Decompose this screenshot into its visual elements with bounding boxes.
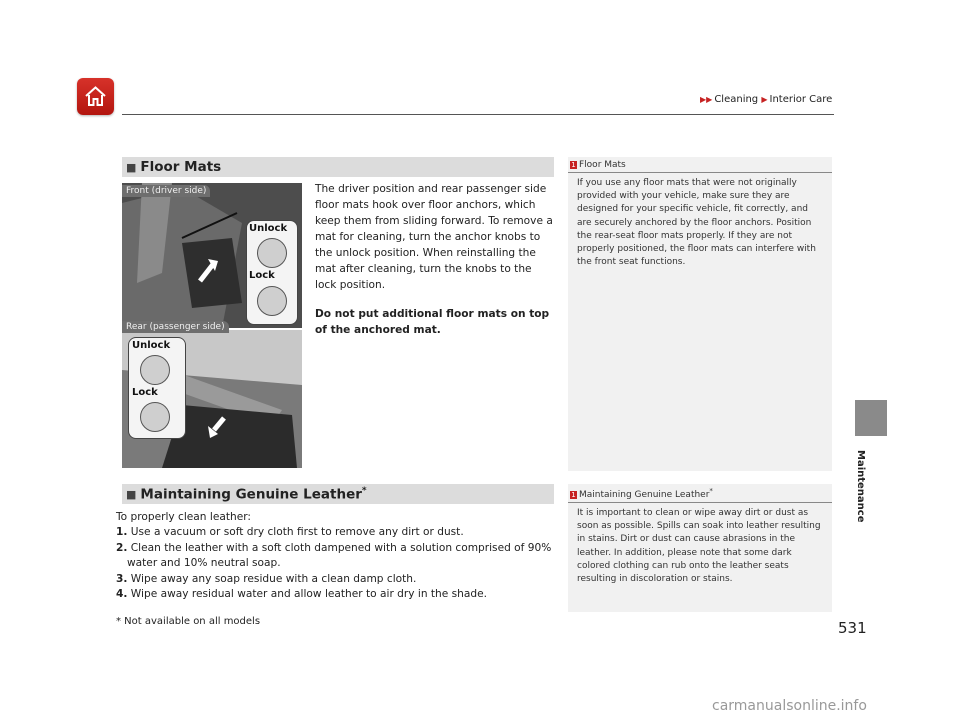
floor-mats-note-title-text: Floor Mats — [579, 160, 626, 170]
floor-mats-note-title — [568, 157, 832, 173]
front-lock-label: Lock — [249, 270, 275, 281]
chapter-tab[interactable] — [855, 400, 887, 436]
watermark: carmanualsonline.info — [712, 698, 867, 714]
header-divider — [122, 114, 834, 115]
home-icon — [83, 84, 108, 109]
list-item: 1. Use a vacuum or soft dry cloth first to remove any dirt or dust. — [116, 526, 464, 538]
floor-mats-note-text: If you use any floor mats that were not originally provided with your vehicle, make sure they are designed for your specific vehicle, fit correctly, and are securely anchored by the floor anchors. Position the rear-seat floor mats properly. If they are not properly positioned, the floor mats can interfere with the front seat functions. — [577, 178, 816, 268]
section-square-icon: ■ — [126, 487, 137, 501]
section-square-icon: ■ — [126, 160, 137, 174]
home-button[interactable] — [77, 78, 114, 115]
leather-steps — [116, 525, 554, 603]
floor-mats-warning: Do not put additional floor mats on top of the anchored mat. — [315, 308, 550, 336]
rear-photo-label: Rear (passenger side) — [122, 321, 229, 333]
chapter-tab-label: Maintenance — [855, 450, 866, 523]
front-photo-label: Front (driver side) — [122, 185, 210, 197]
breadcrumb-interior-care[interactable]: Interior Care — [769, 94, 833, 105]
floor-mats-paragraph: The driver position and rear passenger side floor mats hook over floor anchors, which keep them from sliding forward. To remove a mat for cleaning, turn the anchor knobs to the unlock position. When reinstalling the mat after cleaning, turn the knobs to the lock position. — [315, 183, 553, 291]
leather-heading-bar — [122, 484, 554, 504]
list-item: 2. Clean the leather with a soft cloth dampened with a solution comprised of 90% water and 10% neutral soap. — [116, 541, 552, 569]
footnote: * Not available on all models — [116, 616, 261, 627]
lock-knob-icon — [140, 402, 170, 432]
leather-heading: Maintaining Genuine Leather* — [140, 485, 367, 503]
reference-icon: 1 — [571, 491, 576, 499]
floor-mats-heading: Floor Mats — [140, 159, 222, 175]
leather-note — [568, 484, 832, 612]
leather-note-text: It is important to clean or wipe away dirt or dust as soon as possible. Spills can soak into leather resulting in stains. Dirt or dust can cause abrasions in the leather. In addition, please note that some dark colored clothing can rub onto the leather seats resulting in discoloration or stains. — [577, 508, 821, 585]
list-item: 3. Wipe away any soap residue with a clean damp cloth. — [116, 572, 417, 585]
page-number: 531 — [838, 619, 867, 637]
breadcrumb-arrow-icon: ▶▶ — [700, 95, 713, 104]
lock-knob-icon — [257, 286, 287, 316]
leather-intro: To properly clean leather: — [116, 511, 251, 523]
leather-note-title: 1 Maintaining Genuine Leather* — [568, 484, 832, 503]
unlock-knob-icon — [257, 238, 287, 268]
breadcrumb-cleaning[interactable]: Cleaning — [714, 94, 759, 105]
list-item: 4. Wipe away residual water and allow leather to air dry in the shade. — [116, 588, 487, 600]
floor-mats-heading-bar — [122, 157, 554, 177]
unlock-knob-icon — [140, 355, 170, 385]
front-unlock-label: Unlock — [249, 223, 288, 234]
breadcrumb — [700, 94, 832, 105]
reference-icon: 1 — [571, 161, 576, 169]
breadcrumb-arrow-icon: ▶ — [761, 95, 768, 104]
floor-mats-note — [568, 157, 832, 471]
rear-lock-label: Lock — [132, 387, 158, 398]
rear-unlock-label: Unlock — [132, 340, 171, 351]
